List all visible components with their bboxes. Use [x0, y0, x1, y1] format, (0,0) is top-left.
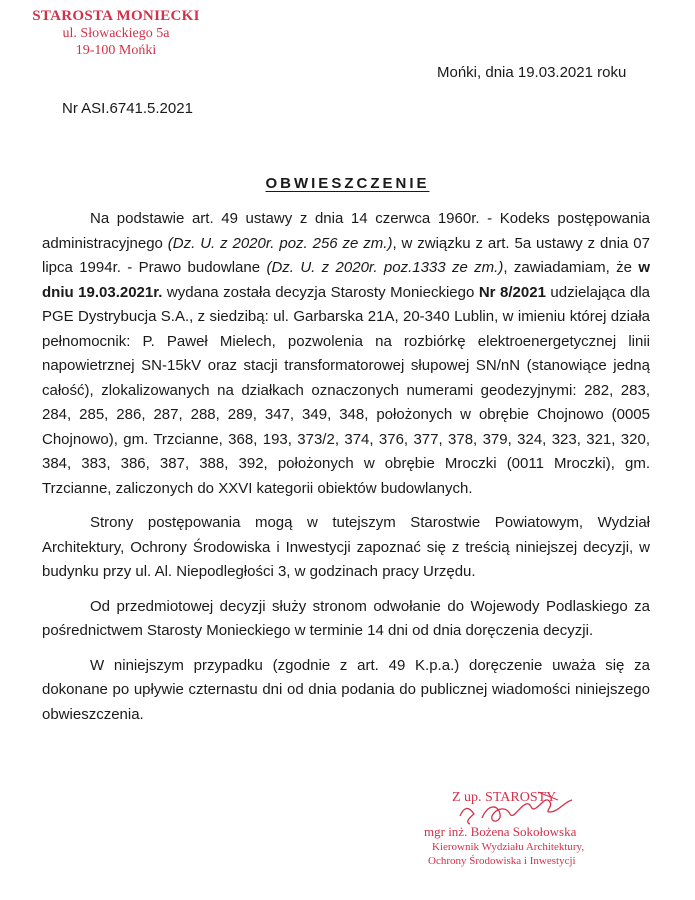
- on-behalf-label: Z up. STAROSTY: [452, 790, 557, 805]
- signatory-role-line2: Ochrony Środowiska i Inwestycji: [428, 855, 576, 867]
- signatory-name: mgr inż. Bożena Sokołowska: [424, 824, 577, 839]
- paragraph-decision-segment: Na podstawie art. 49 ustawy z dnia 14 czerwca 1960r. - Kodeks postępowania administracyjnego: [42, 210, 650, 252]
- paragraph-decision-segment: , zawiadamiam, że: [503, 259, 639, 276]
- paragraph-decision-segment: w dniu 19.03.2021r.: [42, 259, 650, 301]
- paragraph-decision-segment: (Dz. U. z 2020r. poz. 256 ze zm.): [167, 234, 393, 252]
- stamp-title: STAROSTA MONIECKI: [32, 8, 200, 24]
- paragraph-inspection: Strony postępowania mogą w tutejszym Starostwie Powiatowym, Wydział Architektury, Ochrony Środowiska i Inwestycji zapoznać się z treścią niniejszej decyzji, w budynku przy ul. Al. Niepodległości 3, w godzinach pracy Urzędu.: [42, 514, 650, 580]
- document-title: OBWIESZCZENIE: [265, 175, 430, 192]
- office-stamp: [6, 8, 226, 59]
- reference-number: Nr ASI.6741.5.2021: [62, 100, 193, 117]
- paragraph-decision: [42, 207, 650, 501]
- stamp-postcode-city: 19-100 Mońki: [75, 43, 157, 58]
- place-and-date: Mońki, dnia 19.03.2021 roku: [437, 64, 627, 81]
- paragraph-decision-segment: wydana została decyzja Starosty Monieckiego: [162, 283, 479, 301]
- paragraph-decision-segment: (Dz. U. z 2020r. poz.1333 ze zm.): [266, 259, 504, 276]
- document-body: [42, 207, 650, 737]
- paragraph-decision-segment: , w związku z art. 5a ustawy z dnia 07 lipca 1994r. - Prawo budowlane: [42, 234, 650, 276]
- paragraph-delivery: W niniejszym przypadku (zgodnie z art. 49 K.p.a.) doręczenie uważa się za dokonane po upływie czternastu dni od dnia podania do publicznej wiadomości niniejszego obwieszczenia.: [42, 656, 650, 723]
- paragraph-decision-segment: Nr 8/2021: [478, 283, 546, 301]
- paragraph-appeal: Od przedmiotowej decyzji służy stronom odwołanie do Wojewody Podlaskiego za pośrednictwem Starosty Monieckiego w terminie 14 dni od dnia doręczenia decyzji.: [42, 597, 650, 639]
- paragraph-decision-segment: udzielająca dla PGE Dystrybucja S.A., z siedzibą: ul. Garbarska 21A, 20-340 Lublin, w imieniu której działa pełnomocnik: P. Paweł Mielech, pozwolenia na rozbiórkę elektroenergetycznej linii napowietrznej SN-15kV oraz stacji transformatorowej słupowej SN/nN (stanowiące jedną całość), zlokalizowanych na działkach oznaczonych numerami geodezyjnymi: 282, 283, 284, 285, 286, 287, 288, 289, 347, 349, 348, położonych w obrębie Chojnowo (0005 Chojnowo), gm. Trzcianne, 368, 193, 373/2, 374, 376, 377, 378, 379, 324, 323, 321, 320, 384, 383, 386, 387, 388, 392, położonych w obrębie Mroczki (0011 Mroczki), gm. Trzcianne, zaliczonych do XXVI kategorii obiektów budowlanych.: [42, 283, 651, 497]
- signatory-role-line1: Kierownik Wydziału Architektury,: [432, 841, 585, 853]
- stamp-street: ul. Słowackiego 5a: [62, 26, 170, 41]
